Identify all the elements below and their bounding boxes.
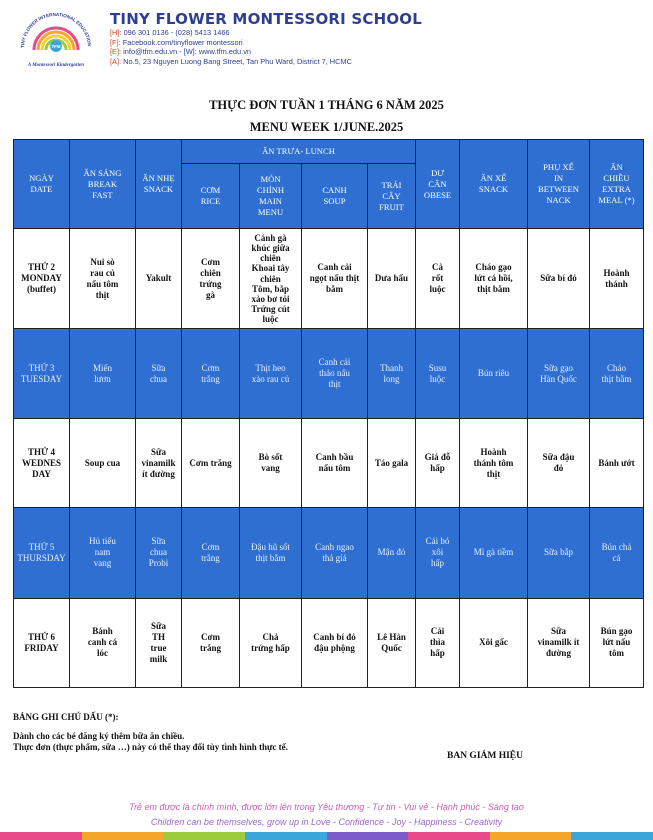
cell-extra-meal: Bánh ướt (590, 419, 644, 507)
contact-phone: [H]: 096 301 0136 - (028) 5413 1466 (110, 28, 230, 37)
cell-obese: Cải thìa hấp (416, 598, 460, 687)
logo-center-text: TFM (51, 44, 61, 49)
contact-email: [E]: info@tfm.edu.vn - [W]: www.tfm.edu.vn (110, 47, 252, 57)
school-name: TINY FLOWER MONTESSORI SCHOOL (110, 10, 423, 28)
cell-day: THỨ 4 WEDNES DAY (14, 419, 70, 507)
footer-slogan-vi: Trẻ em được là chính mình, được lớn lên trong Yêu thương - Tự tin - Vui vẻ - Hạnh phúc - Sáng tạo (129, 802, 524, 812)
cell-afternoon-snack: Bún riêu (460, 329, 528, 419)
col-between-snack: PHỤ XẾ IN BETWEEN NACK (528, 140, 590, 229)
cell-extra-meal: Hoành thánh (590, 229, 644, 329)
table-row (14, 507, 644, 598)
cell-rice: Cơm trắng (182, 419, 240, 507)
cell-rice: Cơm trắng (182, 507, 240, 598)
bar-segment (571, 832, 653, 840)
cell-day: THỨ 6 FRIDAY (14, 598, 70, 687)
table-row (14, 329, 644, 419)
rainbow-footer-bar (0, 832, 653, 840)
cell-soup: Canh bí đỏ đậu phộng (302, 598, 368, 687)
cell-between-snack: Sữa bí đỏ (528, 229, 590, 329)
bar-segment (0, 832, 82, 840)
cell-main: Thịt heo xào rau củ (240, 329, 302, 419)
cell-soup: Canh bầu nấu tôm (302, 419, 368, 507)
cell-obese: Cà rốt luộc (416, 229, 460, 329)
cell-main: Bò sốt vang (240, 419, 302, 507)
cell-day: THỨ 3 TUESDAY (14, 329, 70, 419)
cell-soup: Canh cải ngọt nấu thịt bằm (302, 229, 368, 329)
school-logo (14, 8, 98, 70)
cell-obese: Cải bó xôi hấp (416, 507, 460, 598)
bar-segment (490, 832, 572, 840)
signature-label: BAN GIÁM HIỆU (447, 751, 524, 761)
menu-title-en: MENU WEEK 1/JUNE.2025 (249, 120, 404, 134)
bar-segment (245, 832, 327, 840)
cell-main: Cánh gà khúc giữa chiên Khoai tây chiên Tôm, bắp xào bơ tỏi Trứng cút luộc (240, 229, 302, 329)
col-lunch: ĂN TRƯA- LUNCH (182, 140, 416, 164)
cell-between-snack: Sữa bắp (528, 507, 590, 598)
cell-day: THỨ 5 THURSDAY (14, 507, 70, 598)
footer-slogan-en: Children can be themselves, grow up in Love - Confidence - Joy - Happiness - Creativity (150, 817, 503, 827)
col-obese: DƯ CÂN OBESE (416, 140, 460, 229)
cell-extra-meal: Cháo thịt bằm (590, 329, 644, 419)
col-date: NGÀY DATE (14, 140, 70, 229)
cell-afternoon-snack: Xôi gấc (460, 598, 528, 687)
table-row (14, 598, 644, 687)
bar-segment (408, 832, 490, 840)
notes-title: BẢNG GHI CHÚ DẤU (*): (13, 712, 119, 722)
notes-line-1: Dành cho các bé đăng ký thêm bữa ăn chiều. (13, 731, 185, 741)
cell-breakfast: Miến lươn (70, 329, 136, 419)
cell-extra-meal: Bún chả cá (590, 507, 644, 598)
col-snack: ĂN NHẸ SNACK (136, 140, 182, 229)
cell-main: Đậu hũ sốt thịt bằm (240, 507, 302, 598)
col-rice: CƠM RICE (182, 164, 240, 229)
logo-tagline: A Montessori Kindergarten (27, 63, 85, 68)
cell-snack: Sữa vinamilk ít đường (136, 419, 182, 507)
bar-segment (82, 832, 164, 840)
cell-breakfast: Hủ tiếu nam vang (70, 507, 136, 598)
notes-section (13, 712, 288, 753)
cell-main: Chả trứng hấp (240, 598, 302, 687)
col-main: MÓN CHÍNH MAIN MENU (240, 164, 302, 229)
menu-title-vi: THỰC ĐƠN TUẦN 1 THÁNG 6 NĂM 2025 (209, 98, 444, 112)
cell-breakfast: Bánh canh cá lóc (70, 598, 136, 687)
svg-text:TINY FLOWER INTERNATIONAL EDUC: TINY FLOWER INTERNATIONAL EDUCATION (19, 11, 92, 49)
cell-afternoon-snack: Mì gà tiềm (460, 507, 528, 598)
bar-segment (163, 832, 245, 840)
cell-snack: Yakult (136, 229, 182, 329)
table-row (14, 229, 644, 329)
cell-fruit: Dưa hấu (368, 229, 416, 329)
cell-fruit: Thanh long (368, 329, 416, 419)
col-fruit: TRÁI CÂY FRUIT (368, 164, 416, 229)
col-afternoon-snack: ĂN XẾ SNACK (460, 140, 528, 229)
contact-info (110, 28, 352, 66)
contact-address: [A]: No.5, 23 Nguyen Luong Bang Street, Tan Phu Ward, District 7, HCMC (110, 56, 352, 66)
cell-obese: Susu luộc (416, 329, 460, 419)
cell-fruit: Lê Hàn Quốc (368, 598, 416, 687)
contact-facebook: [F]: Facebook.com/tinyflower montessori (110, 37, 243, 47)
bar-segment (327, 832, 409, 840)
cell-rice: Cơm trắng (182, 329, 240, 419)
cell-obese: Giá đỗ hấp (416, 419, 460, 507)
cell-rice: Cơm trắng (182, 598, 240, 687)
cell-between-snack: Sữa gạo Hàn Quốc (528, 329, 590, 419)
letterhead (0, 0, 653, 72)
cell-afternoon-snack: Hoành thánh tôm thịt (460, 419, 528, 507)
weekly-menu-table (13, 139, 644, 688)
cell-snack: Sữa chua Probi (136, 507, 182, 598)
col-extra-meal: ĂN CHIỀU EXTRA MEAL (*) (590, 140, 644, 229)
cell-fruit: Táo gala (368, 419, 416, 507)
cell-between-snack: Sữa đậu đỏ (528, 419, 590, 507)
footer-slogan (0, 800, 653, 830)
cell-snack: Sữa chua (136, 329, 182, 419)
cell-afternoon-snack: Cháo gạo lứt cá hồi, thịt bằm (460, 229, 528, 329)
cell-rice: Cơm chiên trứng gà (182, 229, 240, 329)
cell-day: THỨ 2 MONDAY (buffet) (14, 229, 70, 329)
cell-breakfast: Soup cua (70, 419, 136, 507)
cell-soup: Canh cải thảo nấu thịt (302, 329, 368, 419)
cell-between-snack: Sữa vinamilk ít đường (528, 598, 590, 687)
cell-breakfast: Nui sò rau củ nấu tôm thịt (70, 229, 136, 329)
col-soup: CANH SOUP (302, 164, 368, 229)
cell-snack: Sữa TH true milk (136, 598, 182, 687)
col-breakfast: ĂN SÁNG BREAK FAST (70, 140, 136, 229)
notes-line-2: Thực đơn (thực phẩm, sữa …) này có thể thay đổi tùy tình hình thực tế. (13, 742, 288, 752)
cell-extra-meal: Bún gạo lứt nấu tôm (590, 598, 644, 687)
cell-fruit: Mận đỏ (368, 507, 416, 598)
cell-soup: Canh ngao thả giá (302, 507, 368, 598)
table-row (14, 419, 644, 507)
